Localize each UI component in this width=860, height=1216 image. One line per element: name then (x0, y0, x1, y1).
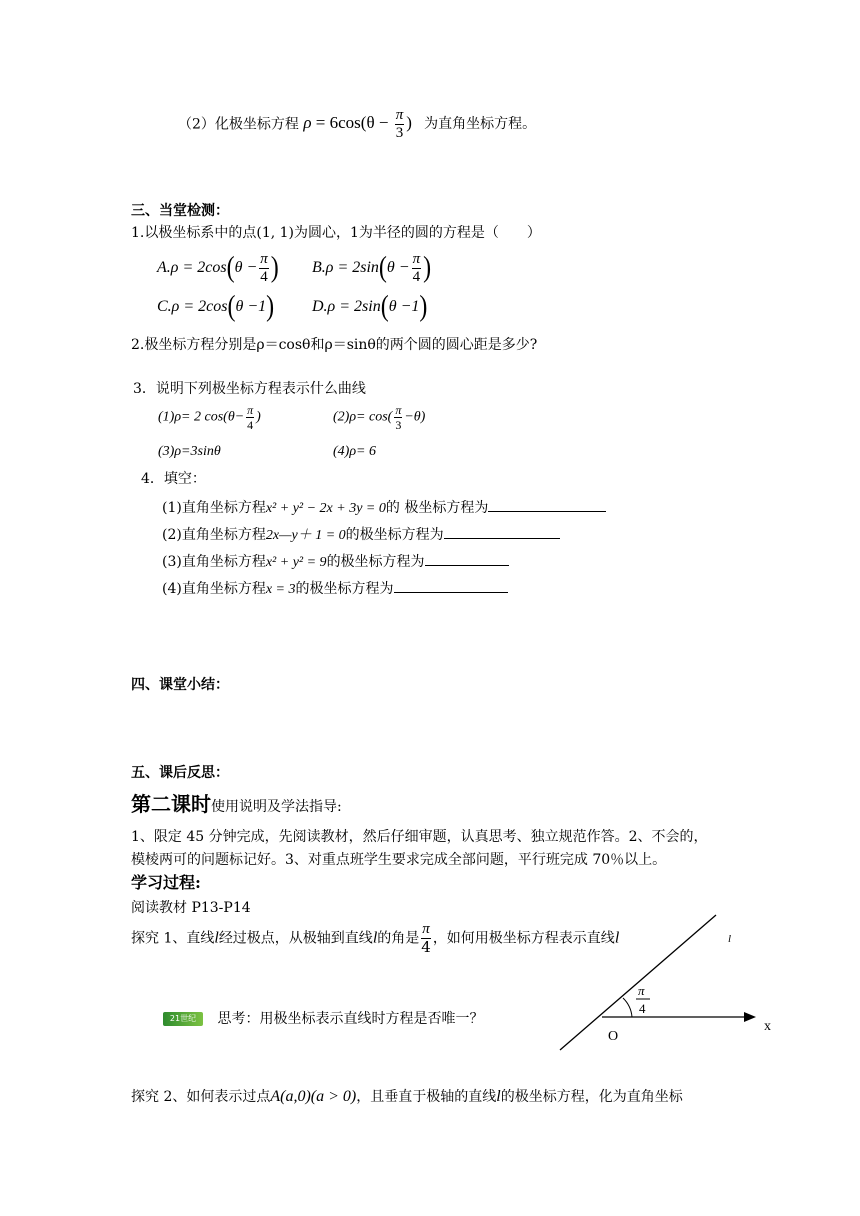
option-c: C.ρ = 2cos(θ −1) (157, 290, 275, 324)
fill-item-3: (3)直角坐标方程x² + y² = 9的极坐标方程为 (162, 551, 509, 571)
think-question: 思考：用极坐标表示直线时方程是否唯一？ (217, 1011, 484, 1027)
option-d: D.ρ = 2sin(θ −1) (312, 290, 428, 324)
answer-blank[interactable] (488, 499, 606, 512)
q3-item-1: (1)ρ= 2 cos(θ− $\frac{\pi}{4}$ ) (158, 403, 261, 432)
lesson2-title: 第二课时 (131, 792, 211, 816)
part2-question-2 (178, 108, 536, 141)
lesson2-header (131, 788, 342, 817)
option-b: B.ρ = 2sin(θ − $\frac{\pi}{4}$ ) (312, 251, 432, 285)
polar-line-figure (540, 905, 790, 1060)
quiz-question-1: 1.以极坐标系中的点(1, 1)为圆心，1为半径的圆的方程是（ ） (131, 225, 541, 241)
angle-numerator: π (638, 983, 645, 998)
question-text: （2）化极坐标方程 (178, 116, 299, 133)
publisher-logo-icon: 21世纪 (163, 1012, 203, 1026)
fill-item-2: (2)直角坐标方程2x—y＋ 1 = 0的极坐标方程为 (162, 524, 560, 544)
angle-arc (623, 998, 632, 1017)
instructions-line-2: 模棱两可的问题标记好。3、对重点班学生要求完成全部问题，平行班完成 70％以上。 (131, 852, 667, 868)
axis-label: x (764, 1019, 771, 1034)
axis-arrow-icon (744, 1012, 756, 1022)
reading-assignment: 阅读教材 P13-P14 (131, 900, 251, 916)
fill-item-1: (1)直角坐标方程x² + y² − 2x + 3y = 0的 极坐标方程为 (162, 497, 606, 517)
quiz-question-3: 3．说明下列极坐标方程表示什么曲线 (133, 381, 366, 397)
think-row (163, 1008, 483, 1028)
question-suffix: 为直角坐标方程。 (424, 116, 537, 133)
angle-denominator: 4 (639, 1001, 646, 1016)
option-a: A.ρ = 2cos(θ − $\frac{\pi}{4}$ ) (157, 251, 279, 285)
section3-heading: 三、当堂检测： (131, 203, 229, 219)
explore-1: 探究 1、直线l经过极点，从极轴到直线l的角是 $\frac{\pi}{4}$ ，如何用极坐标方程表示直线l (131, 921, 620, 956)
equation: ρ = 6cos(θ − $\frac{\pi}{3}$ ) (303, 107, 412, 141)
line-label: l (728, 933, 732, 945)
section4-heading: 四、课堂小结： (131, 677, 229, 693)
section5-heading: 五、课后反思： (131, 765, 229, 781)
q3-item-4: (4)ρ= 6 (333, 444, 376, 459)
answer-blank[interactable] (425, 553, 509, 566)
instructions-line-1: 1、限定 45 分钟完成，先阅读教材，然后仔细审题，认真思考、独立规范作答。2、不会的， (131, 829, 708, 845)
explore-2: 探究 2、如何表示过点A(a,0)(a > 0)，且垂直于极轴的直线l的极坐标方程，化为直角坐标 (131, 1088, 683, 1105)
answer-blank[interactable] (394, 580, 508, 593)
quiz-question-2: 2.极坐标方程分别是ρ＝cosθ和ρ＝sinθ的两个圆的圆心距是多少? (131, 337, 538, 353)
fill-item-4: (4)直角坐标方程x = 3的极坐标方程为 (162, 578, 508, 598)
process-heading: 学习过程: (131, 873, 201, 892)
q3-item-3: (3)ρ=3sinθ (158, 444, 221, 459)
origin-label: O (608, 1029, 619, 1044)
lesson2-subtitle: 使用说明及学法指导: (211, 799, 342, 815)
quiz-question-4: 4．填空： (141, 471, 206, 487)
q3-item-2: (2)ρ= cos( $\frac{\pi}{3}$ −θ) (333, 403, 426, 432)
answer-blank[interactable] (444, 526, 560, 539)
